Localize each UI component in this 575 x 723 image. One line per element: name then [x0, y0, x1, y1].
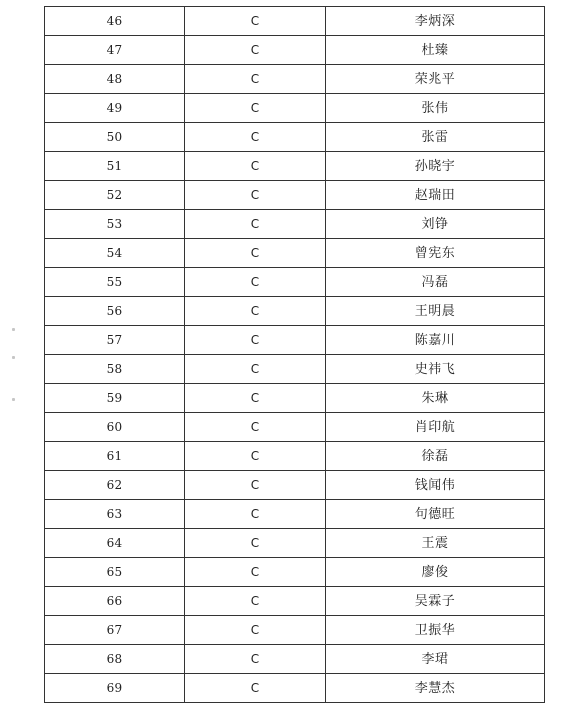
- row-number-cell: 56: [45, 297, 185, 325]
- row-number-cell: 58: [45, 355, 185, 383]
- name-cell: 刘铮: [421, 216, 449, 232]
- row-number-cell: 55: [45, 268, 185, 296]
- name-cell: 廖俊: [421, 564, 449, 580]
- row-number-cell: 48: [45, 65, 185, 93]
- table-row: [45, 64, 544, 93]
- category-cell: C: [185, 36, 326, 64]
- table-row: [45, 557, 544, 586]
- name-cell: 李炳深: [414, 13, 456, 29]
- name-cell: 杜臻: [421, 42, 449, 58]
- table-row: [45, 673, 544, 702]
- category-cell: C: [185, 326, 326, 354]
- table-row: [45, 238, 544, 267]
- table-row: [45, 441, 544, 470]
- scan-mark: [12, 356, 15, 359]
- table-row: [45, 35, 544, 64]
- table-row: [45, 180, 544, 209]
- table-row: [45, 354, 544, 383]
- name-cell: 肖印航: [414, 419, 456, 435]
- table-row: [45, 325, 544, 354]
- category-cell: C: [185, 65, 326, 93]
- row-number-cell: 51: [45, 152, 185, 180]
- row-number-cell: 54: [45, 239, 185, 267]
- row-number-cell: 66: [45, 587, 185, 615]
- row-number-cell: 64: [45, 529, 185, 557]
- row-number-cell: 49: [45, 94, 185, 122]
- name-cell: 陈嘉川: [414, 332, 456, 348]
- category-cell: C: [185, 674, 326, 702]
- category-cell: C: [185, 471, 326, 499]
- row-number-cell: 67: [45, 616, 185, 644]
- row-number-cell: 59: [45, 384, 185, 412]
- name-cell: 王震: [421, 535, 449, 551]
- table-row: [45, 151, 544, 180]
- category-cell: C: [185, 413, 326, 441]
- category-cell: C: [185, 616, 326, 644]
- category-cell: C: [185, 152, 326, 180]
- table-row: [45, 93, 544, 122]
- name-cell: 钱闻伟: [414, 477, 456, 493]
- name-cell: 李慧杰: [414, 680, 456, 696]
- row-number-cell: 61: [45, 442, 185, 470]
- category-cell: C: [185, 558, 326, 586]
- table-row: [45, 586, 544, 615]
- category-cell: C: [185, 529, 326, 557]
- row-number-cell: 69: [45, 674, 185, 702]
- row-number-cell: 50: [45, 123, 185, 151]
- row-number-cell: 63: [45, 500, 185, 528]
- table-row: [45, 528, 544, 557]
- category-cell: C: [185, 268, 326, 296]
- category-cell: C: [185, 181, 326, 209]
- name-cell: 吴霖子: [414, 593, 456, 609]
- table-row: [45, 6, 544, 35]
- name-cell: 朱琳: [421, 390, 449, 406]
- category-cell: C: [185, 297, 326, 325]
- row-number-cell: 47: [45, 36, 185, 64]
- row-number-cell: 57: [45, 326, 185, 354]
- table-row: [45, 122, 544, 151]
- name-cell: 句德旺: [414, 506, 456, 522]
- category-cell: C: [185, 500, 326, 528]
- name-cell: 王明晨: [414, 303, 456, 319]
- name-cell: 荣兆平: [414, 71, 456, 87]
- row-number-cell: 65: [45, 558, 185, 586]
- name-cell: 卫振华: [414, 622, 456, 638]
- category-cell: C: [185, 239, 326, 267]
- category-cell: C: [185, 123, 326, 151]
- name-cell: 张伟: [421, 100, 449, 116]
- table-row: [45, 644, 544, 673]
- name-cell: 李珺: [421, 651, 449, 667]
- row-number-cell: 52: [45, 181, 185, 209]
- category-cell: C: [185, 210, 326, 238]
- name-cell: 张雷: [421, 129, 449, 145]
- name-cell: 曾宪东: [414, 245, 456, 261]
- table-row: [45, 470, 544, 499]
- name-cell: 徐磊: [421, 448, 449, 464]
- row-number-cell: 46: [45, 7, 185, 35]
- row-number-cell: 68: [45, 645, 185, 673]
- table-row: [45, 209, 544, 238]
- row-number-cell: 53: [45, 210, 185, 238]
- category-cell: C: [185, 645, 326, 673]
- table-row: [45, 499, 544, 528]
- category-cell: C: [185, 384, 326, 412]
- table-row: [45, 296, 544, 325]
- row-number-cell: 60: [45, 413, 185, 441]
- table-row: [45, 383, 544, 412]
- name-cell: 冯磊: [421, 274, 449, 290]
- category-cell: C: [185, 442, 326, 470]
- scan-mark: [12, 398, 15, 401]
- roster-table: [44, 6, 545, 703]
- name-cell: 孙晓宇: [414, 158, 456, 174]
- name-cell: 赵瑞田: [414, 187, 456, 203]
- scan-mark: [12, 328, 15, 331]
- table-row: [45, 615, 544, 644]
- category-cell: C: [185, 587, 326, 615]
- category-cell: C: [185, 7, 326, 35]
- row-number-cell: 62: [45, 471, 185, 499]
- category-cell: C: [185, 355, 326, 383]
- table-row: [45, 412, 544, 441]
- name-cell: 史祎飞: [414, 361, 456, 377]
- category-cell: C: [185, 94, 326, 122]
- table-row: [45, 267, 544, 296]
